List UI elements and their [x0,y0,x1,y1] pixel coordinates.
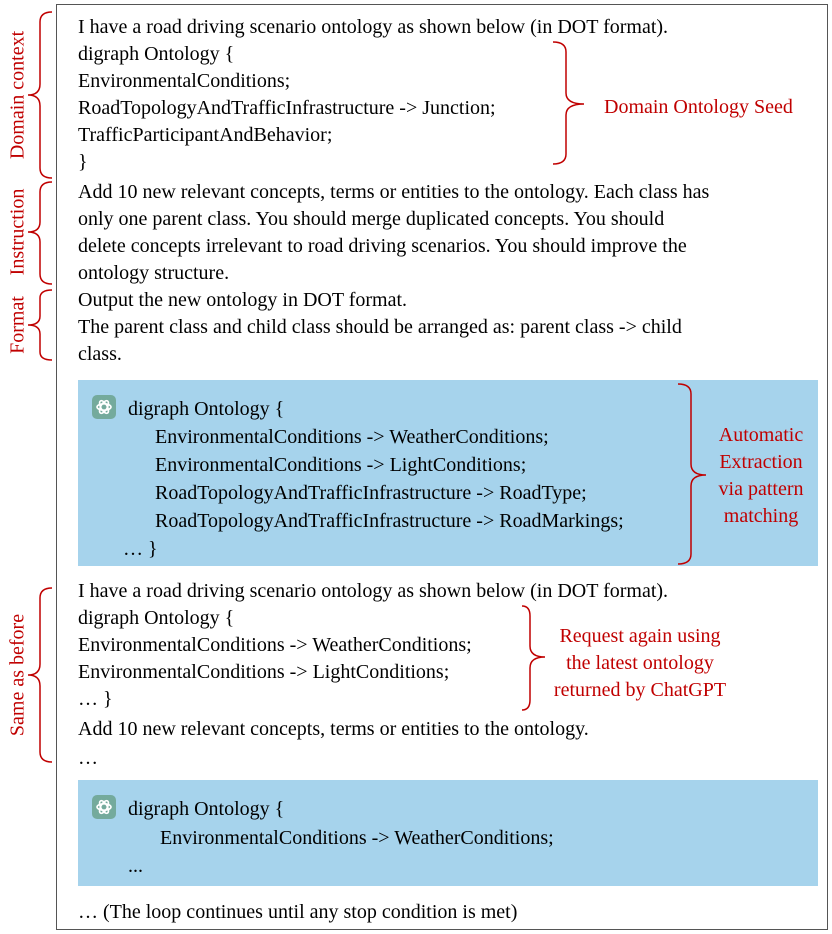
annotation-extraction: via pattern [718,478,804,500]
prompt2-line: EnvironmentalConditions -> WeatherConditions; [78,634,472,656]
response2-ellipsis: ... [128,855,143,877]
prompt2-instruction: Add 10 new relevant concepts, terms or entities to the ontology. [78,718,589,740]
annotation-request-again: returned by ChatGPT [553,679,727,701]
prompt1-dot-open: digraph Ontology { [78,43,235,65]
loop-footer: … (The loop continues until any stop condition is met) [78,901,518,923]
prompt2-dot-open: digraph Ontology { [78,607,235,629]
seed-line: TrafficParticipantAndBehavior; [78,124,333,146]
prompt2-ellipsis: … [78,747,98,769]
instruction-line: only one parent class. You should merge duplicated concepts. You should [78,208,665,230]
left-brace-format [28,290,52,360]
response1-line: RoadTopologyAndTrafficInfrastructure -> RoadMarkings; [155,510,624,532]
response1-line: EnvironmentalConditions -> WeatherConditions; [155,426,549,448]
format-line: class. [78,343,122,365]
response2-open: digraph Ontology { [128,798,285,820]
prompt2-line: EnvironmentalConditions -> LightConditions; [78,661,450,683]
chatgpt-logo-icon [92,395,116,419]
annotation-extraction: Automatic [718,424,804,446]
seed-line: EnvironmentalConditions; [78,70,291,92]
annotation-request-again: the latest ontology [566,652,714,674]
chatgpt-logo-icon [92,795,116,819]
instruction-line: delete concepts irrelevant to road driving scenarios. You should improve the [78,235,687,257]
left-brace-same-as-before [28,588,52,762]
format-line: Output the new ontology in DOT format. [78,289,408,311]
left-brace-instruction [28,182,52,284]
label-domain-context: Domain context [6,30,29,160]
format-line: The parent class and child class should be arranged as: parent class -> child [78,316,682,338]
label-same-as-before: Same as before [6,613,29,737]
annotation-seed: Domain Ontology Seed [604,96,793,118]
response2-line: EnvironmentalConditions -> WeatherConditions; [160,827,554,849]
left-brace-domain-context [28,12,52,178]
prompt2-dot-close: … } [78,688,113,710]
prompt1-dot-close: } [78,151,88,173]
prompt1-intro: I have a road driving scenario ontology as shown below (in DOT format). [78,16,669,38]
prompt2-intro: I have a road driving scenario ontology as shown below (in DOT format). [78,580,669,602]
annotation-extraction: Extraction [719,451,803,473]
response1-open: digraph Ontology { [128,398,285,420]
seed-line: RoadTopologyAndTrafficInfrastructure -> Junction; [78,97,496,119]
instruction-line: Add 10 new relevant concepts, terms or entities to the ontology. Each class has [78,181,710,203]
response1-line: RoadTopologyAndTrafficInfrastructure -> RoadType; [155,482,587,504]
response1-line: EnvironmentalConditions -> LightConditions; [155,454,527,476]
annotation-extraction: matching [723,505,799,527]
annotation-request-again: Request again using [559,625,721,647]
instruction-line: ontology structure. [78,262,230,284]
label-format: Format [6,296,29,354]
label-instruction: Instruction [6,188,29,276]
response1-close: … } [123,538,158,560]
